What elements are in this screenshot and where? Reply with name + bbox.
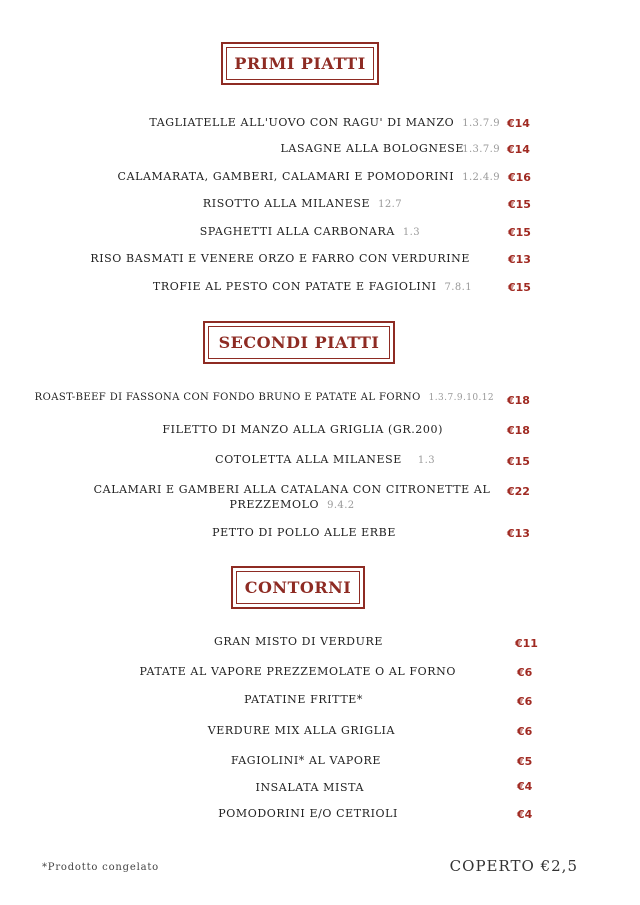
dish-price: €11 <box>515 637 538 650</box>
dish-price: €22 <box>507 485 530 498</box>
dish-price: €4 <box>517 780 533 793</box>
dish-price: €15 <box>508 198 531 211</box>
secondi-piatti-title-label: SECONDI PIATTI <box>208 326 390 359</box>
dish-name: POMODORINI E/O CETRIOLI <box>218 807 398 820</box>
dish-price: €6 <box>517 725 533 738</box>
dish-allergens: 12.7 <box>378 199 402 210</box>
dish-price: €14 <box>507 117 530 130</box>
menu-item <box>231 753 381 768</box>
dish-price: €6 <box>517 666 533 679</box>
dish-allergens: 1.3.7.9 <box>462 118 500 129</box>
menu-item <box>256 780 365 795</box>
secondi-piatti-title <box>203 321 395 364</box>
menu-item <box>454 141 500 157</box>
dish-name: PATATINE FRITTE* <box>244 693 363 706</box>
dish-name: SPAGHETTI ALLA CARBONARA <box>199 225 395 238</box>
dish-allergens: 7.8.1 <box>444 282 472 293</box>
menu-item <box>203 196 402 212</box>
dish-name: RISOTTO ALLA MILANESE <box>202 197 371 210</box>
dish-allergens: 1.3.7.9 <box>462 144 500 155</box>
dish-name: PATATE AL VAPORE PREZZEMOLATE O AL FORNO <box>139 665 456 678</box>
dish-allergens: 1.2.4.9 <box>462 172 500 183</box>
menu-item <box>214 634 383 649</box>
frozen-product-note: *Prodotto congelato <box>42 862 159 873</box>
dish-name: INSALATA MISTA <box>255 781 364 794</box>
dish-name: LASAGNE ALLA BOLOGNESE <box>280 142 464 155</box>
contorni-title-label: CONTORNI <box>236 571 360 604</box>
dish-allergens: 1.3.7.9.10.12 <box>428 393 494 403</box>
menu-item <box>212 525 396 540</box>
menu-item <box>92 482 492 513</box>
menu-item <box>90 251 470 266</box>
dish-price: €13 <box>508 253 531 266</box>
dish-allergens: 1.3 <box>402 227 420 238</box>
menu-item <box>218 806 398 821</box>
dish-name: COTOLETTA ALLA MILANESE <box>215 453 402 466</box>
dish-name-line2: PREZZEMOLO <box>229 498 320 511</box>
dish-price: €15 <box>507 455 530 468</box>
dish-price: €13 <box>507 527 530 540</box>
coperto-price: COPERTO €2,5 <box>449 857 578 875</box>
dish-name: TAGLIATELLE ALL'UOVO CON RAGU' DI MANZO <box>149 116 455 129</box>
dish-price: €5 <box>517 755 533 768</box>
dish-name: VERDURE MIX ALLA GRIGLIA <box>207 724 395 737</box>
dish-name: TROFIE AL PESTO CON PATATE E FAGIOLINI <box>152 280 437 293</box>
menu-item <box>118 169 500 185</box>
dish-price: €18 <box>507 394 530 407</box>
dish-price: €16 <box>508 171 531 184</box>
menu-item <box>208 723 395 738</box>
menu-item <box>200 224 420 240</box>
dish-name: FILETTO DI MANZO ALLA GRIGLIA (GR.200) <box>162 423 443 436</box>
dish-name: CALAMARATA, GAMBERI, CALAMARI E POMODORINI <box>117 170 455 183</box>
menu-item <box>153 279 472 295</box>
contorni-title <box>231 566 365 609</box>
dish-name: PETTO DI POLLO ALLE ERBE <box>212 526 396 539</box>
dish-name: RISO BASMATI E VENERE ORZO E FARRO CON VERDURINE <box>90 252 470 265</box>
menu-item <box>244 692 363 707</box>
menu-item <box>215 452 435 468</box>
dish-allergens: 1.3 <box>417 455 435 466</box>
dish-price: €15 <box>508 281 531 294</box>
dish-price: €4 <box>517 808 533 821</box>
dish-name: CALAMARI E GAMBERI ALLA CATALANA CON CITRONETTE AL <box>93 483 491 496</box>
menu-item <box>281 141 465 156</box>
primi-piatti-title-label: PRIMI PIATTI <box>226 47 374 80</box>
menu-item <box>35 390 494 406</box>
menu-item <box>162 422 443 437</box>
dish-price: €6 <box>517 695 533 708</box>
menu-item <box>140 664 456 679</box>
dish-name: FAGIOLINI* AL VAPORE <box>230 754 381 767</box>
dish-name: GRAN MISTO DI VERDURE <box>213 635 383 648</box>
dish-allergens: 9.4.2 <box>327 500 355 511</box>
dish-price: €14 <box>507 143 530 156</box>
dish-price: €18 <box>507 424 530 437</box>
primi-piatti-title <box>221 42 379 85</box>
dish-price: €15 <box>508 226 531 239</box>
dish-name: ROAST-BEEF DI FASSONA CON FONDO BRUNO E PATATE AL FORNO <box>34 392 421 403</box>
menu-item <box>149 115 500 131</box>
